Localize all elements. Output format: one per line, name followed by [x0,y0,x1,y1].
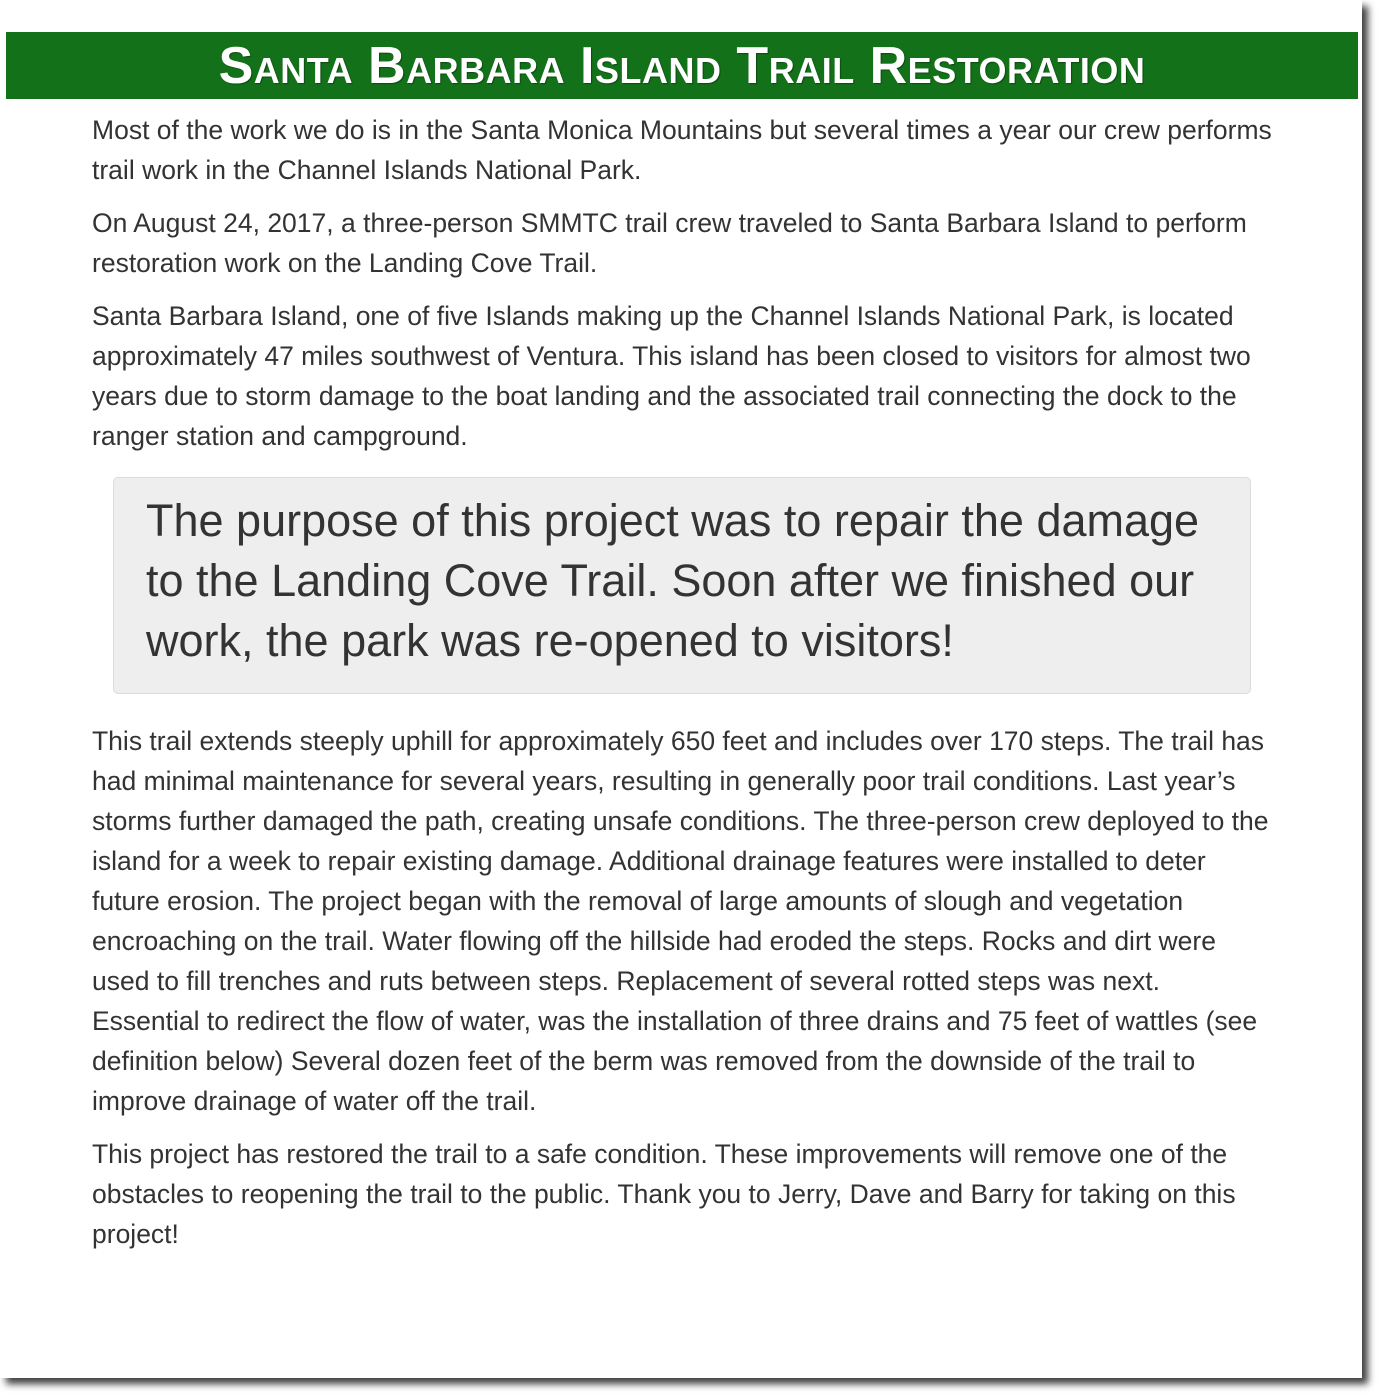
pull-quote-text: The purpose of this project was to repair the damage to the Landing Cove Trail. Soon after we finished our work, the park was re-opened to visitors! [146,495,1200,666]
intro-paragraph-1: Most of the work we do is in the Santa Monica Mountains but several times a year our crew performs trail work in the Channel Islands National Park. [92,115,1272,185]
body-paragraph-1: This trail extends steeply uphill for approximately 650 feet and includes over 170 steps. The trail has had minimal maintenance for several years, resulting in generally poor trail conditions. Last year’s storms further damaged the path, creating unsafe conditions. The three-person crew deployed to the island for a week to repair existing damage. Additional drainage features were installed to deter future erosion. The project began with the removal of large amounts of slough and vegetation encroaching on the trail. Water flowing off the hillside had eroded the steps. Rocks and dirt were used to fill trenches and ruts between steps. Replacement of several rotted steps was next. Essential to redirect the flow of water, was the installation of three drains and 75 feet of wattles (see definition below) Several dozen feet of the berm was removed from the downside of the trail to improve drainage of water off the trail. [92,726,1269,1116]
intro-paragraph-2: On August 24, 2017, a three-person SMMTC trail crew traveled to Santa Barbara Island to perform restoration work on the Landing Cove Trail. [92,208,1247,278]
title-banner [6,32,1358,99]
pull-quote-box [113,477,1251,694]
page-title: Santa Barbara Island Trail Restoration [218,36,1146,95]
article-content [92,110,1272,1267]
intro-paragraph-3: Santa Barbara Island, one of five Islands making up the Channel Islands National Park, is located approximately 47 miles southwest of Ventura. This island has been closed to visitors for almost two years due to storm damage to the boat landing and the associated trail connecting the dock to the ranger station and campground. [92,301,1251,451]
body-paragraph-2: This project has restored the trail to a safe condition. These improvements will remove one of the obstacles to reopening the trail to the public. Thank you to Jerry, Dave and Barry for taking on this project! [92,1139,1236,1249]
